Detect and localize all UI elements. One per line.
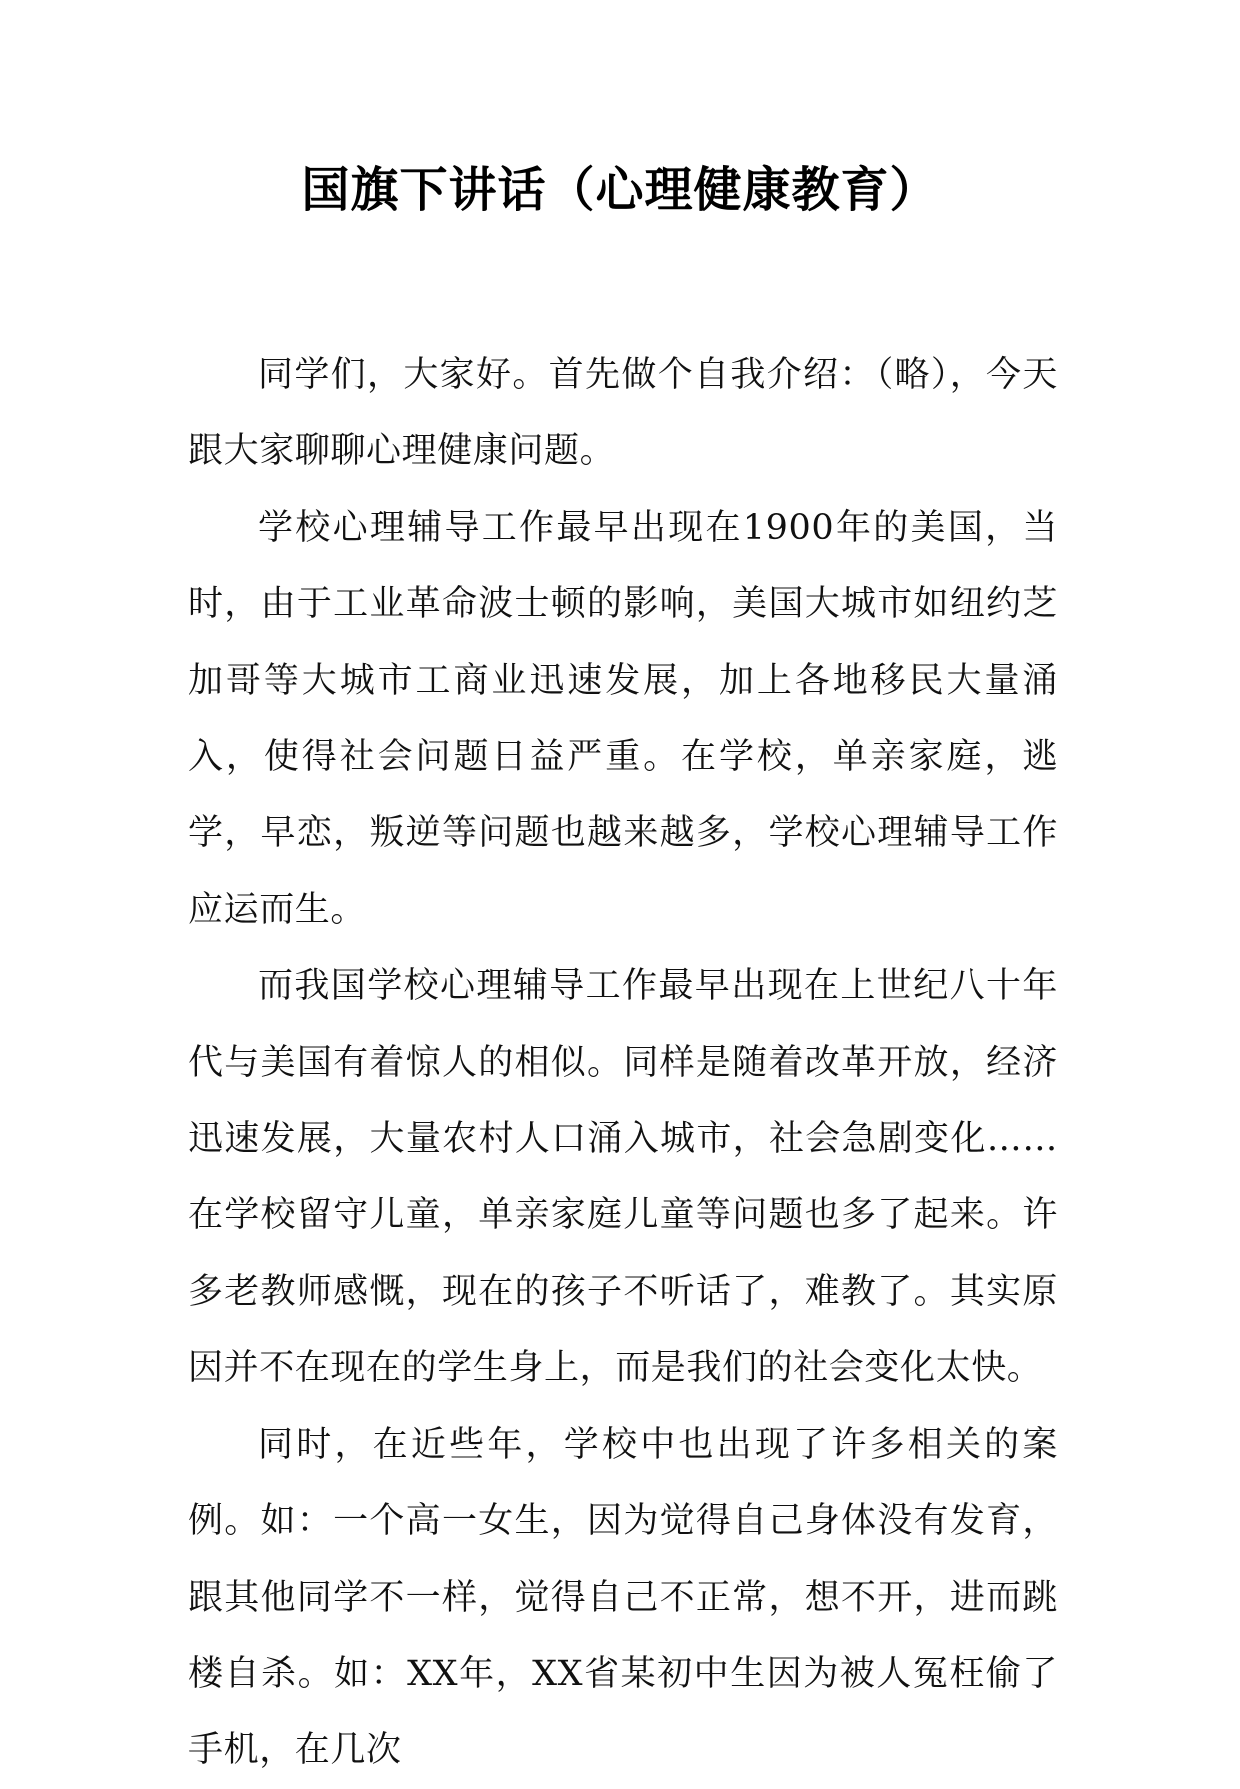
paragraph-greeting: 同学们，大家好。首先做个自我介绍：（略），今天跟大家聊聊心理健康问题。: [188, 355, 1058, 472]
paragraph-cases: 同时，在近些年，学校中也出现了许多相关的案例。如：一个高一女生，因为觉得自己身体没有发育，跟其他同学不一样，觉得自己不正常，想不开，进而跳楼自杀。如：XX年，XX省某初中生因为被人冤枉偷了手机，在几次: [188, 1424, 1058, 1771]
paragraph-us-history: 学校心理辅导工作最早出现在1900年的美国，当时，由于工业革命波士顿的影响，美国大城市如纽约芝加哥等大城市工商业迅速发展，加上各地移民大量涌入，使得社会问题日益严重。在学校，单亲家庭，逃学，早恋，叛逆等问题也越来越多，学校心理辅导工作应运而生。: [188, 507, 1058, 930]
document-body: [188, 337, 1058, 1789]
paragraph-china-history: 而我国学校心理辅导工作最早出现在上世纪八十年代与美国有着惊人的相似。同样是随着改革开放，经济迅速发展，大量农村人口涌入城市，社会急剧变化……在学校留守儿童，单亲家庭儿童等问题也多了起来。许多老教师感慨，现在的孩子不听话了，难教了。其实原因并不在现在的学生身上，而是我们的社会变化太快。: [188, 966, 1058, 1389]
document-title: 国旗下讲话（心理健康教育）: [301, 162, 939, 218]
